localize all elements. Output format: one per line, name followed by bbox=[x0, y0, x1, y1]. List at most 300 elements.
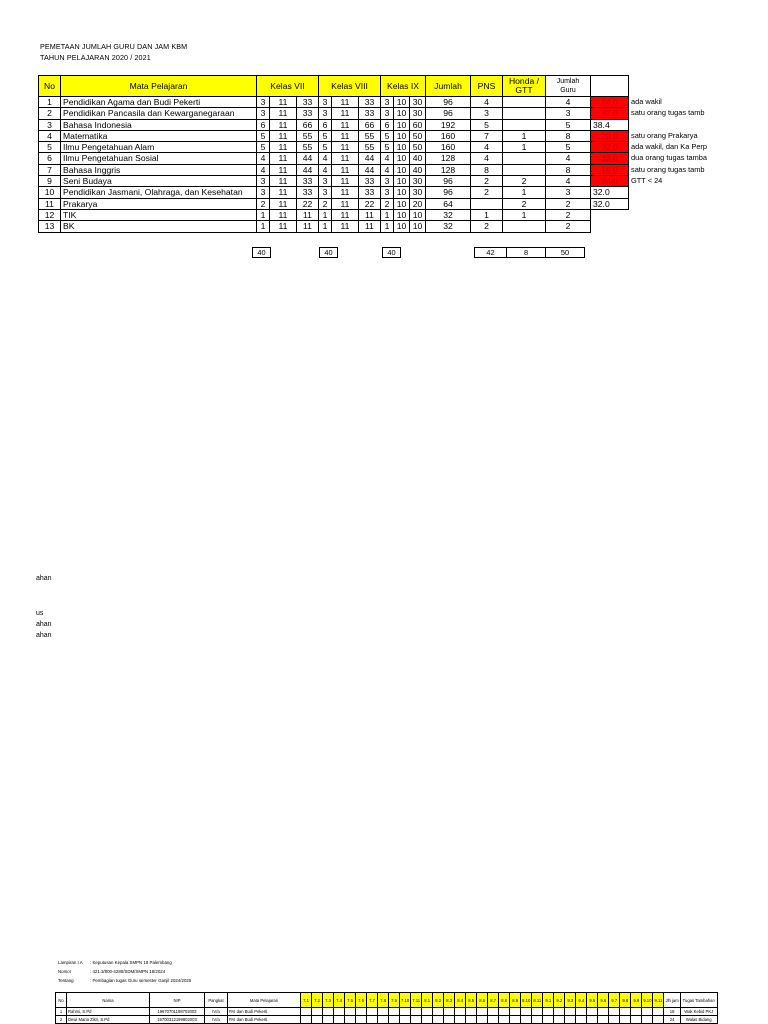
k9-value: 10 bbox=[394, 108, 410, 119]
jumlah-value: 32 bbox=[426, 221, 471, 232]
sched-class-cell bbox=[521, 1008, 532, 1016]
sched-class-cell bbox=[499, 1008, 510, 1016]
sched-jam: 18 bbox=[664, 1008, 680, 1016]
table-row bbox=[39, 108, 719, 119]
row-note: satu orang Prakarya bbox=[631, 130, 698, 140]
pns-value: 2 bbox=[471, 221, 503, 232]
guru-value: 5 bbox=[546, 119, 591, 130]
k8-value: 3 bbox=[319, 187, 332, 198]
k7-value: 11 bbox=[270, 108, 297, 119]
k7-value: 1 bbox=[257, 209, 270, 220]
row-note bbox=[629, 221, 719, 232]
sched-header-class: 8.1 bbox=[422, 993, 433, 1008]
honda-value: 2 bbox=[503, 176, 546, 187]
k9-value: 6 bbox=[381, 119, 394, 130]
sched-class-cell bbox=[598, 1016, 609, 1024]
guru-value: 3 bbox=[546, 187, 591, 198]
sched-tugas: Walas Bidang bbox=[680, 1016, 717, 1024]
sched-no: 1 bbox=[56, 1008, 67, 1016]
sched-header-class: 9.9 bbox=[631, 993, 642, 1008]
sched-header-class: 8.11 bbox=[532, 993, 543, 1008]
k9-value: 10 bbox=[394, 221, 410, 232]
guru-value: 4 bbox=[546, 97, 591, 108]
k8-value: 2 bbox=[319, 198, 332, 209]
k9-value: 3 bbox=[381, 97, 394, 108]
sched-class-cell bbox=[433, 1016, 444, 1024]
header-pns: PNS bbox=[471, 76, 503, 97]
ratio-value: 16.0 bbox=[591, 164, 629, 175]
k8-value: 33 bbox=[359, 108, 381, 119]
k8-value: 3 bbox=[319, 176, 332, 187]
k9-value: 1 bbox=[381, 221, 394, 232]
sched-jam: 24 bbox=[664, 1016, 680, 1024]
k9-value: 20 bbox=[410, 198, 426, 209]
k9-value: 40 bbox=[410, 153, 426, 164]
k9-value: 3 bbox=[381, 108, 394, 119]
sched-header-class: 9.6 bbox=[598, 993, 609, 1008]
sched-class-cell bbox=[345, 1016, 356, 1024]
subject-name: Matematika bbox=[61, 130, 257, 141]
sched-class-cell bbox=[422, 1008, 433, 1016]
sched-header-class: 9.4 bbox=[576, 993, 587, 1008]
subject-name: Ilmu Pengetahuan Alam bbox=[61, 142, 257, 153]
k7-value: 5 bbox=[257, 130, 270, 141]
k7-value: 11 bbox=[270, 119, 297, 130]
k9-value: 10 bbox=[394, 119, 410, 130]
sched-header-class: 8.5 bbox=[466, 993, 477, 1008]
lampiran-label: Lampiran I A bbox=[58, 960, 83, 965]
k9-value: 40 bbox=[410, 164, 426, 175]
k8-value: 11 bbox=[359, 209, 381, 220]
text-fragment: us bbox=[36, 610, 44, 617]
k8-value: 5 bbox=[319, 142, 332, 153]
k8-value: 33 bbox=[359, 97, 381, 108]
row-number: 13 bbox=[39, 221, 61, 232]
sched-class-cell bbox=[488, 1016, 499, 1024]
sched-pangkat: IV/a bbox=[205, 1008, 228, 1016]
k8-value: 3 bbox=[319, 97, 332, 108]
row-number: 4 bbox=[39, 130, 61, 141]
k8-value: 6 bbox=[319, 119, 332, 130]
sched-header-mapel: Mata Pelajaran bbox=[228, 993, 301, 1008]
ratio-value: 32.0 bbox=[591, 198, 629, 209]
guru-value: 8 bbox=[546, 164, 591, 175]
subject-name: BK bbox=[61, 221, 257, 232]
sched-class-cell bbox=[400, 1008, 411, 1016]
sched-class-cell bbox=[631, 1008, 642, 1016]
k9-value: 4 bbox=[381, 164, 394, 175]
k9-value: 10 bbox=[394, 198, 410, 209]
sched-nama: Rahmi, S.Pd bbox=[67, 1008, 150, 1016]
row-note: ada wakil, dan Ka Perp bbox=[631, 142, 708, 152]
k7-value: 44 bbox=[297, 153, 319, 164]
row-number: 7 bbox=[39, 164, 61, 175]
header-honda-gtt: Honda / GTT bbox=[503, 76, 546, 97]
table-row bbox=[39, 187, 719, 198]
k9-value: 10 bbox=[394, 176, 410, 187]
sched-class-cell bbox=[642, 1016, 653, 1024]
sched-class-cell bbox=[609, 1016, 620, 1024]
sched-class-cell bbox=[510, 1016, 521, 1024]
row-number: 11 bbox=[39, 198, 61, 209]
sched-class-cell bbox=[466, 1016, 477, 1024]
k9-value: 3 bbox=[381, 187, 394, 198]
k7-value: 11 bbox=[270, 176, 297, 187]
honda-value bbox=[503, 164, 546, 175]
k8-value: 11 bbox=[332, 164, 359, 175]
k7-value: 44 bbox=[297, 164, 319, 175]
jumlah-value: 32 bbox=[426, 209, 471, 220]
k7-value: 11 bbox=[270, 97, 297, 108]
sched-class-cell bbox=[367, 1016, 378, 1024]
guru-value: 2 bbox=[546, 221, 591, 232]
pns-value: 3 bbox=[471, 108, 503, 119]
k8-value: 11 bbox=[332, 153, 359, 164]
row-note bbox=[629, 187, 719, 198]
sched-class-cell bbox=[631, 1016, 642, 1024]
header-no: No bbox=[39, 76, 61, 97]
sched-class-cell bbox=[642, 1008, 653, 1016]
k7-value: 33 bbox=[297, 108, 319, 119]
sched-header-class: 7.4 bbox=[334, 993, 345, 1008]
sched-class-cell bbox=[323, 1008, 334, 1016]
teaching-schedule-table bbox=[55, 992, 718, 1024]
k9-value: 10 bbox=[394, 142, 410, 153]
k7-value: 1 bbox=[257, 221, 270, 232]
sched-class-cell bbox=[499, 1016, 510, 1024]
k8-value: 11 bbox=[332, 97, 359, 108]
honda-value: 2 bbox=[503, 198, 546, 209]
k8-value: 5 bbox=[319, 130, 332, 141]
header-kelas-ix: Kelas IX bbox=[381, 76, 426, 97]
k7-value: 4 bbox=[257, 153, 270, 164]
sched-header-class: 7.11 bbox=[411, 993, 422, 1008]
k7-value: 55 bbox=[297, 130, 319, 141]
sched-mapel: PAI dan Budi Pekerti bbox=[228, 1008, 301, 1016]
table-row bbox=[39, 209, 719, 220]
sched-header-class: 9.1 bbox=[543, 993, 554, 1008]
k8-value: 1 bbox=[319, 209, 332, 220]
sched-class-cell bbox=[587, 1016, 598, 1024]
honda-value bbox=[503, 221, 546, 232]
k9-value: 10 bbox=[394, 97, 410, 108]
k9-value: 5 bbox=[381, 130, 394, 141]
honda-value bbox=[503, 119, 546, 130]
k8-value: 11 bbox=[332, 130, 359, 141]
sched-class-cell bbox=[653, 1016, 664, 1024]
sched-header-no: No bbox=[56, 993, 67, 1008]
guru-value: 2 bbox=[546, 198, 591, 209]
pns-value: 8 bbox=[471, 164, 503, 175]
honda-value: 1 bbox=[503, 130, 546, 141]
k7-value: 11 bbox=[270, 198, 297, 209]
k9-value: 10 bbox=[394, 153, 410, 164]
sched-class-cell bbox=[554, 1016, 565, 1024]
pns-value: 2 bbox=[471, 176, 503, 187]
jumlah-value: 64 bbox=[426, 198, 471, 209]
jumlah-value: 160 bbox=[426, 130, 471, 141]
guru-value: 5 bbox=[546, 142, 591, 153]
pns-value bbox=[471, 198, 503, 209]
attachment-header bbox=[58, 958, 191, 985]
ratio-value: 32.0 bbox=[591, 187, 629, 198]
sched-header-jam: Jlh jam bbox=[664, 993, 680, 1008]
sched-header-class: 8.4 bbox=[455, 993, 466, 1008]
row-note: GTT < 24 bbox=[631, 176, 663, 186]
table-row bbox=[39, 119, 719, 130]
k9-value: 3 bbox=[381, 176, 394, 187]
row-note bbox=[629, 198, 719, 209]
table-row bbox=[39, 198, 719, 209]
honda-value bbox=[503, 108, 546, 119]
k8-value: 44 bbox=[359, 153, 381, 164]
jumlah-value: 160 bbox=[426, 142, 471, 153]
sched-header-class: 7.7 bbox=[367, 993, 378, 1008]
total-pns: 42 bbox=[474, 247, 507, 258]
header-kelas-viii: Kelas VIII bbox=[319, 76, 381, 97]
sched-class-cell bbox=[620, 1016, 631, 1024]
k9-value: 30 bbox=[410, 97, 426, 108]
text-fragment: ahan bbox=[36, 632, 52, 639]
row-note: ada wakil bbox=[631, 97, 662, 106]
table-row bbox=[39, 97, 719, 108]
k8-value: 11 bbox=[359, 221, 381, 232]
sched-header-class: 9.2 bbox=[554, 993, 565, 1008]
k9-value: 50 bbox=[410, 142, 426, 153]
row-number: 1 bbox=[39, 97, 61, 108]
table-row bbox=[39, 142, 719, 153]
sched-class-cell bbox=[334, 1008, 345, 1016]
sched-header-class: 9.11 bbox=[653, 993, 664, 1008]
guru-value: 3 bbox=[546, 108, 591, 119]
sched-class-cell bbox=[389, 1016, 400, 1024]
k8-value: 11 bbox=[332, 187, 359, 198]
header-ratio bbox=[591, 76, 629, 97]
sched-class-cell bbox=[587, 1008, 598, 1016]
row-number: 6 bbox=[39, 153, 61, 164]
k8-value: 11 bbox=[332, 221, 359, 232]
sched-header-class: 8.8 bbox=[499, 993, 510, 1008]
k9-value: 60 bbox=[410, 119, 426, 130]
jumlah-value: 96 bbox=[426, 187, 471, 198]
tentang-value: : Pembagian tugas Guru semester Ganjil 2024/2025 bbox=[90, 978, 192, 983]
header-subject: Mata Pelajaran bbox=[61, 76, 257, 97]
jumlah-value: 192 bbox=[426, 119, 471, 130]
sched-class-cell bbox=[356, 1008, 367, 1016]
ratio-value: 24.0 bbox=[591, 97, 629, 108]
pns-value: 5 bbox=[471, 119, 503, 130]
sched-header-class: 7.5 bbox=[345, 993, 356, 1008]
sched-header-class: 7.3 bbox=[323, 993, 334, 1008]
row-note: satu orang tugas tamb bbox=[631, 164, 705, 174]
k9-value: 1 bbox=[381, 209, 394, 220]
k7-value: 11 bbox=[270, 209, 297, 220]
k8-value: 33 bbox=[359, 187, 381, 198]
subject-name: Bahasa Inggris bbox=[61, 164, 257, 175]
pns-value: 7 bbox=[471, 130, 503, 141]
sched-header-class: 7.1 bbox=[301, 993, 312, 1008]
sched-mapel: PAI dan Budi Pekerti bbox=[228, 1016, 301, 1024]
guru-value: 4 bbox=[546, 176, 591, 187]
k9-value: 4 bbox=[381, 153, 394, 164]
sched-class-cell bbox=[477, 1016, 488, 1024]
k8-value: 22 bbox=[359, 198, 381, 209]
total-kelas-ix: 40 bbox=[382, 247, 401, 258]
sched-class-cell bbox=[576, 1008, 587, 1016]
subject-name: Pendidikan Jasmani, Olahraga, dan Kesehatan bbox=[61, 187, 257, 198]
sched-header-class: 8.3 bbox=[444, 993, 455, 1008]
k7-value: 55 bbox=[297, 142, 319, 153]
k9-value: 5 bbox=[381, 142, 394, 153]
sched-class-cell bbox=[521, 1016, 532, 1024]
k8-value: 3 bbox=[319, 108, 332, 119]
sched-class-cell bbox=[312, 1008, 323, 1016]
sched-header-class: 8.2 bbox=[433, 993, 444, 1008]
ratio-value: 38.4 bbox=[591, 119, 629, 130]
k7-value: 11 bbox=[297, 221, 319, 232]
ratio-value: 32.0 bbox=[591, 153, 629, 164]
sched-header-class: 9.5 bbox=[587, 993, 598, 1008]
k8-value: 44 bbox=[359, 164, 381, 175]
guru-value: 8 bbox=[546, 130, 591, 141]
sched-header-class: 7.9 bbox=[389, 993, 400, 1008]
sched-class-cell bbox=[301, 1016, 312, 1024]
header-note bbox=[629, 76, 719, 97]
sched-class-cell bbox=[400, 1016, 411, 1024]
sched-class-cell bbox=[312, 1016, 323, 1024]
k8-value: 55 bbox=[359, 130, 381, 141]
sched-nama: Dewi Maria Zikri, S.Pd bbox=[67, 1016, 150, 1024]
k8-value: 55 bbox=[359, 142, 381, 153]
k8-value: 11 bbox=[332, 209, 359, 220]
k8-value: 11 bbox=[332, 176, 359, 187]
subject-name: Seni Budaya bbox=[61, 176, 257, 187]
k7-value: 3 bbox=[257, 176, 270, 187]
sched-class-cell bbox=[389, 1008, 400, 1016]
ratio-value bbox=[591, 221, 629, 232]
sched-nip: 19700312199802003 bbox=[150, 1016, 205, 1024]
k8-value: 11 bbox=[332, 142, 359, 153]
table-row bbox=[39, 176, 719, 187]
k7-value: 11 bbox=[270, 142, 297, 153]
row-number: 2 bbox=[39, 108, 61, 119]
sched-class-cell bbox=[565, 1016, 576, 1024]
jumlah-value: 96 bbox=[426, 108, 471, 119]
honda-value: 1 bbox=[503, 142, 546, 153]
sched-class-cell bbox=[444, 1008, 455, 1016]
k8-value: 4 bbox=[319, 164, 332, 175]
row-note: dua orang tugas tamba bbox=[631, 153, 708, 163]
honda-value: 1 bbox=[503, 187, 546, 198]
sched-header-class: 7.6 bbox=[356, 993, 367, 1008]
row-number: 9 bbox=[39, 176, 61, 187]
ratio-value: 32.0 bbox=[591, 108, 629, 119]
sched-class-cell bbox=[554, 1008, 565, 1016]
k9-value: 10 bbox=[410, 221, 426, 232]
sched-class-cell bbox=[565, 1008, 576, 1016]
k9-value: 10 bbox=[394, 209, 410, 220]
sched-header-class: 8.7 bbox=[488, 993, 499, 1008]
k7-value: 11 bbox=[270, 221, 297, 232]
k7-value: 6 bbox=[257, 119, 270, 130]
k7-value: 3 bbox=[257, 108, 270, 119]
row-note: satu orang tugas tamb bbox=[631, 108, 705, 118]
k7-value: 33 bbox=[297, 97, 319, 108]
k7-value: 3 bbox=[257, 97, 270, 108]
table-row bbox=[39, 221, 719, 232]
sched-header-nama: Nama bbox=[67, 993, 150, 1008]
k7-value: 33 bbox=[297, 187, 319, 198]
sched-header-class: 7.2 bbox=[312, 993, 323, 1008]
honda-value bbox=[503, 153, 546, 164]
k8-value: 66 bbox=[359, 119, 381, 130]
sched-nip: 19670701198702002 bbox=[150, 1008, 205, 1016]
k9-value: 50 bbox=[410, 130, 426, 141]
sched-class-cell bbox=[543, 1008, 554, 1016]
sched-class-cell bbox=[444, 1016, 455, 1024]
sched-class-cell bbox=[367, 1008, 378, 1016]
jumlah-value: 128 bbox=[426, 164, 471, 175]
k8-value: 1 bbox=[319, 221, 332, 232]
honda-value: 1 bbox=[503, 209, 546, 220]
k7-value: 3 bbox=[257, 187, 270, 198]
sched-header-class: 9.8 bbox=[620, 993, 631, 1008]
sched-class-cell bbox=[510, 1008, 521, 1016]
k8-value: 11 bbox=[332, 108, 359, 119]
row-number: 12 bbox=[39, 209, 61, 220]
sched-class-cell bbox=[433, 1008, 444, 1016]
k7-value: 11 bbox=[270, 187, 297, 198]
sched-class-cell bbox=[477, 1008, 488, 1016]
sched-class-cell bbox=[466, 1008, 477, 1016]
sched-header-class: 8.10 bbox=[521, 993, 532, 1008]
sched-class-cell bbox=[378, 1016, 389, 1024]
sched-header-class: 7.8 bbox=[378, 993, 389, 1008]
sched-class-cell bbox=[455, 1008, 466, 1016]
honda-value bbox=[503, 97, 546, 108]
sched-class-cell bbox=[455, 1016, 466, 1024]
sched-header-class: 7.10 bbox=[400, 993, 411, 1008]
sched-class-cell bbox=[598, 1008, 609, 1016]
table-row bbox=[39, 153, 719, 164]
k8-value: 11 bbox=[332, 198, 359, 209]
pns-value: 4 bbox=[471, 153, 503, 164]
k9-value: 10 bbox=[410, 209, 426, 220]
jumlah-value: 128 bbox=[426, 153, 471, 164]
header-jumlah: Jumlah bbox=[426, 76, 471, 97]
sched-class-cell bbox=[488, 1008, 499, 1016]
sched-header-class: 9.10 bbox=[642, 993, 653, 1008]
total-honda: 8 bbox=[506, 247, 546, 258]
pns-value: 4 bbox=[471, 142, 503, 153]
nomor-label: Nomor bbox=[58, 969, 72, 974]
text-fragment: ahan bbox=[36, 621, 52, 628]
table-row bbox=[56, 1008, 718, 1016]
sched-class-cell bbox=[576, 1016, 587, 1024]
sched-class-cell bbox=[543, 1016, 554, 1024]
document-subtitle: TAHUN PELAJARAN 2020 / 2021 bbox=[40, 53, 151, 62]
sched-class-cell bbox=[323, 1016, 334, 1024]
k7-value: 11 bbox=[270, 153, 297, 164]
row-number: 5 bbox=[39, 142, 61, 153]
sched-class-cell bbox=[422, 1016, 433, 1024]
subject-name: Bahasa Indonesia bbox=[61, 119, 257, 130]
k9-value: 10 bbox=[394, 164, 410, 175]
header-jumlah-guru: Jumlah Guru bbox=[546, 76, 591, 97]
k7-value: 4 bbox=[257, 164, 270, 175]
k7-value: 22 bbox=[297, 198, 319, 209]
k9-value: 30 bbox=[410, 187, 426, 198]
